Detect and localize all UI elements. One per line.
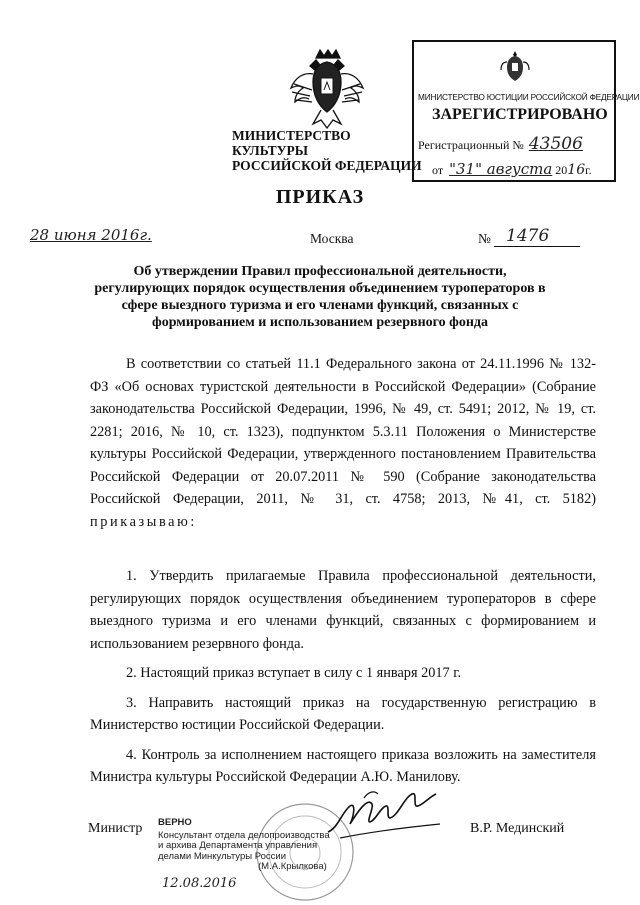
signer-title: Министр	[88, 821, 143, 836]
order-number-underline	[494, 246, 580, 247]
order-item-2: 2. Настоящий приказ вступает в силу с 1 января 2017 г.	[126, 665, 462, 681]
preamble-paragraph	[90, 353, 596, 533]
order-city: Москва	[310, 231, 354, 246]
certification-verno: ВЕРНО	[158, 817, 192, 828]
registration-stamp	[412, 40, 640, 182]
order-number-label: №	[478, 231, 491, 246]
order-items	[90, 565, 596, 796]
ministry-line-1: МИНИСТЕРСТВО КУЛЬТУРЫ	[232, 128, 351, 158]
stamp-number-label: Регистрационный №	[418, 138, 524, 152]
certification-date: 12.08.2016	[162, 876, 237, 891]
ministry-header	[232, 128, 422, 173]
order-item-3: 3. Направить настоящий приказ на государственную регистрацию в Министерство юстиции Российской Федерации.	[90, 694, 596, 733]
order-date: 28 июня 2016г.	[30, 226, 152, 244]
order-number-value: 1476	[506, 226, 550, 246]
heading-line-2: регулирующих порядок осуществления объединением туроператоров в	[94, 281, 546, 296]
stamp-date-prefix: от	[432, 163, 444, 177]
order-item-4: 4. Контроль за исполнением настоящего приказа возложить на заместителя Министра культуры Российской Федерации А.Ю. Манилову.	[90, 746, 596, 785]
stamp-emblem-icon	[500, 48, 530, 84]
signer-name: В.Р. Мединский	[470, 821, 565, 836]
ministry-line-2: РОССИЙСКОЙ ФЕДЕРАЦИИ	[232, 158, 422, 173]
order-word: приказываю:	[90, 513, 197, 530]
certification-line-4: (М.А.Крылкова)	[258, 861, 327, 872]
order-title: ПРИКАЗ	[275, 186, 365, 208]
stamp-year-suffix: 16	[567, 162, 586, 178]
stamp-ministry-name: МИНИСТЕРСТВО ЮСТИЦИИ РОССИЙСКОЙ ФЕДЕРАЦИИ	[418, 92, 640, 102]
document-heading	[70, 263, 570, 331]
certification-stamp	[158, 818, 330, 873]
preamble-text: В соответствии со статьей 11.1 Федерального закона от 24.11.1996 № 132-ФЗ «Об основах туристской деятельности в Российской Федерации» (Собрание законодательства Российской Федерации, 1996, № 49, ст. 5491; 2012, № 19, ст. 2281; 2016, № 10, ст. 1323), подпунктом 5.3.11 Положения о Министерстве культуры Российской Федерации, утвержденного постановлением Правительства Российской Федерации от 20.07.2011 № 590 (Собрание законодательства Российской Федерации, 2011, № 31, ст. 4758; 2013, №41, ст. 5182)	[90, 356, 596, 507]
certification-line-1: Консультант отдела делопроизводства	[158, 829, 330, 841]
heading-line-3: сфере выездного туризма и его членами функций, связанных с	[121, 298, 519, 313]
stamp-number-value: 43506	[528, 134, 583, 154]
stamp-number-row	[418, 134, 583, 154]
certification-line-3: делами Минкультуры России	[158, 850, 287, 862]
coat-of-arms-emblem	[288, 44, 366, 130]
stamp-status: ЗАРЕГИСТРИРОВАНО	[432, 106, 608, 123]
certification-line-2: и архива Департамента управления	[158, 840, 318, 851]
minister-signature	[320, 788, 450, 848]
stamp-date-row	[432, 160, 592, 178]
heading-line-4: формированием и использованием резервного фонда	[152, 315, 488, 330]
stamp-year-prefix: 20	[555, 163, 568, 177]
stamp-year-end: г.	[585, 163, 592, 177]
order-item-1: 1. Утвердить прилагаемые Правила профессиональной деятельности, регулирующих порядок осуществления объединением туроператоров в сфере выездного туризма и его членами функций, связанных с формированием и использованием резервного фонда.	[90, 568, 596, 652]
stamp-date-value: "31" августа	[449, 160, 553, 178]
heading-line-1: Об утверждении Правил профессиональной деятельности,	[133, 264, 507, 279]
